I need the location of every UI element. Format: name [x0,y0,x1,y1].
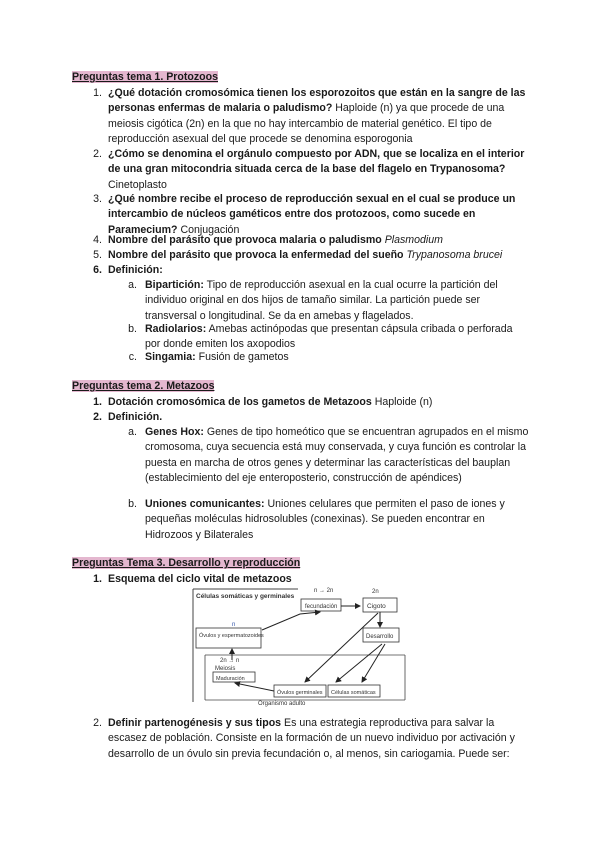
diagram-maduracion: Maduración [216,676,245,682]
diagram-2n-top: 2n [372,589,379,595]
question-1-6: 6. Definición: [93,264,163,276]
diagram-ovulos-esperm: Óvulos y espermatozoides [199,633,264,639]
question-1-1: 1. ¿Qué dotación cromosómica tienen los esporozoitos que están en la sangre de las personas enfermas de malaria o paludismo? Haploide (n) ya que procede de una meiosis cigótica (2n) en la que no hay intercambio de material genético. El tipo de reproducción asexual del que procede se denomina esporogonia [93,87,526,145]
section-heading-3: Preguntas Tema 3. Desarrollo y reproducción [72,557,301,569]
diagram-desarrollo: Desarrollo [366,634,394,640]
question-1-4: 4. Nombre del parásito que provoca malaria o paludismo Plasmodium [93,234,443,246]
diagram-n-left: n [232,622,236,628]
question-1-5: 5. Nombre del parásito que provoca la enfermedad del sueño Trypanosoma brucei [93,249,503,261]
question-3-2: 2. Definir partenogénesis y sus tipos Es una estrategia reproductiva para salvar la escasez de población. Consiste en la formación de un nuevo individuo por activación y desarrollo de un óvulo sin previa fecundación o, al menos, sin cariogamia. Puede ser: [93,717,515,760]
diagram-meiosis-arrow: 2n → n [220,658,240,664]
diagram-n-2n: n → 2n [314,588,334,594]
diagram-ovulos-germ: Óvulos germinales [277,690,323,696]
definition-uniones-comunicantes: b. Uniones comunicantes: Uniones celulares que permiten el paso de iones y pequeñas moléculas hidrosolubles (conexinas). Se pueden encontrar en Hidrozoos y Bilaterales [128,498,505,541]
diagram-meiosis: Meiosis [215,666,236,672]
diagram-fecundacion: fecundación [305,604,338,610]
question-2-2: 2. Definición. [93,411,163,423]
definition-biparticion: a. Bipartición: Tipo de reproducción asexual en la cual ocurre la partición del individuo original en dos hijos de tamaño similar. La partición puede ser transversal o longitudinal. Se da en amebas y flagelados. [128,279,498,322]
question-3-1: 1. Esquema del ciclo vital de metazoos [93,573,292,585]
question-2-1: 1. Dotación cromosómica de los gametos de Metazoos Haploide (n) [93,396,433,408]
diagram-organismo: Organismo adulto [258,701,306,707]
question-1-2: 2. ¿Cómo se denomina el orgánulo compuesto por ADN, que se localiza en el interior de una gran mitocondria situada cerca de la base del flagelo en Trypanosoma? Cinetoplasto [93,148,525,191]
question-1-3: 3. ¿Qué nombre recibe el proceso de reproducción sexual en el cual se produce un intercambio de núcleos gaméticos entre dos protozoos, como sucede en Paramecium? Conjugación [93,193,516,236]
diagram-title: Células somáticas y germinales [196,593,295,600]
definition-singamia: c. Singamia: Fusión de gametos [128,351,289,363]
section-heading-2: Preguntas tema 2. Metazoos [72,380,215,392]
diagram-cigoto: Cigoto [367,603,386,610]
definition-genes-hox: a. Genes Hox: Genes de tipo homeótico que se encuentran agrupados en el mismo cromosoma, cuya secuencia está muy conservada, y cuya función es controlar la puesta en marcha de otros genes y determinar las características del bauplan (establecimiento del eje enteroposterio, construcción de apéndices) [128,426,529,484]
definition-radiolarios: b. Radiolarios: Amebas actinópodas que presentan cápsula cribada o perforada por donde emiten los axopodios [128,323,513,351]
diagram-celulas-som: Células somáticas [331,690,376,696]
section-heading-1: Preguntas tema 1. Protozoos [72,71,218,83]
